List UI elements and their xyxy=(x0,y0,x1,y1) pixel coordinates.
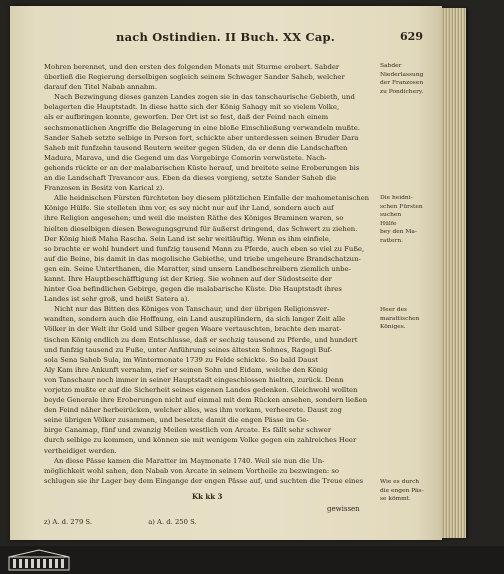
marginal-note xyxy=(380,306,440,332)
marginal-note-line: Niederlassung xyxy=(380,71,424,78)
text-line: Saheb mit funfzehn tausend Reutern weiter gegen Süden, da er denn die Landschaften xyxy=(44,143,348,152)
text-line: den Feind näher herbeirücken, welcher alles, was ihm vorkam, verheerete. Daust zog xyxy=(44,406,342,415)
running-title: nach Ostindien. II Buch. XX Cap. xyxy=(116,30,335,44)
text-line: Alle heidnischen Fürsten fürchteten bey diesem plötzlichen Einfalle der mahometanischen xyxy=(54,194,370,203)
marginal-note-line: bey den Ma- xyxy=(380,229,417,236)
marginal-note-line: der Franzosen xyxy=(380,80,424,87)
text-line: tischen König endlich zu dem Entschlusse, daß er sechzig tausend zu Pferde, und hundert xyxy=(44,335,358,344)
marginal-note-line: Heer des xyxy=(380,307,408,313)
text-line: als er aufbringen konnte, geworfen. Der Ort ist so fest, daß der Feind nach einem xyxy=(44,113,329,122)
text-line: gehends rückte er an der malabarischen Küste herauf, und breitete seine Eroberungen bis xyxy=(44,163,360,172)
marginal-note-line: se kömmt. xyxy=(380,496,411,503)
marginal-note-line: die engen Päs- xyxy=(380,487,424,494)
text-line: von Tanschaur noch immer in seiner Hauptstadt eingeschlossen hielten, zurück. Denn xyxy=(44,375,344,384)
viewer-footer xyxy=(0,546,504,574)
text-line: Nach Bezwingung dieses ganzen Landes zogen sie in das tanschaurische Gebieth, und xyxy=(54,93,355,102)
marginal-note-line: Wie es durch xyxy=(380,479,420,485)
text-line: beyde Generale ihre Eroberungen nicht auf einmal mit dem Rücken ansehen, sondern ließen xyxy=(44,396,368,405)
footnote: z) A. d. 279 S. xyxy=(44,518,93,526)
text-line: An diese Pässe kamen die Maratter im Maymonate 1740. Weil sie nun die Un- xyxy=(54,456,325,465)
text-line: Mohren berennet, und den ersten des folgenden Monats mit Sturme erobert. Sabder xyxy=(44,63,340,71)
text-line: und funfzig tausend zu Fuße, unter Anführung seines ältesten Sohnes, Ragogi Buf- xyxy=(44,345,333,354)
text-line: wandten, sondern auch die Hoffnung, ein Land auszuplündern, da sich langer Zeit alle xyxy=(44,315,346,324)
text-line: Könige Hülfe. Sie stelleten ihm vor, es sey nicht nur auf ihr Land, sondern auch auf xyxy=(44,204,334,213)
text-line: Aly Kam ihre Ankunft vernahm, rief er seinen Sohn und Eidam, welche den König xyxy=(44,365,328,374)
footnotes xyxy=(44,518,374,526)
marginal-note-line: rattern. xyxy=(380,237,404,244)
marginal-note-line: Sabder xyxy=(380,63,402,69)
marginal-note xyxy=(380,478,440,504)
text-line: Landes ist sehr groß, und heißt Satera a). xyxy=(44,295,190,304)
main-text xyxy=(44,62,370,486)
text-line: kannt. Ihre Hauptbeschäfftigung ist der Krieg. Sie wohnen auf der Südostseite der xyxy=(44,274,332,283)
text-line: darauf den Titel Nabab annahm. xyxy=(44,83,157,92)
text-line: Franzosen in Besitz von Karical z). xyxy=(44,184,165,193)
text-line: Madura, Marava, und die Gegend um das Vorgebirge Comorin verwüstete. Nach- xyxy=(44,153,327,162)
text-line: hinter Goa befindlichen Gebirge, gegen die malabarische Küste. Die Hauptstadt ihres xyxy=(44,285,342,294)
marginal-note-line: Königes. xyxy=(380,324,406,331)
catchword: gewissen xyxy=(327,505,360,513)
text-line: Sander Saheb setzte selbige in Person fort, schickte aber unterdessen seinen Bruder Dara xyxy=(44,133,359,142)
book-page xyxy=(10,6,442,540)
text-line: vorjetzo mußte er auf die Sicherheit seines eigenen Landes gedenken. Gleichwohl wollten xyxy=(44,386,358,394)
page-edges xyxy=(442,8,466,538)
text-line: belagerten die Hauptstadt. In diese hatte sich der König Sahagy mit so vielem Volke, xyxy=(44,103,340,112)
text-line: vertheidiget werden. xyxy=(44,446,117,455)
text-line: sechsmonatlichen Angriffe die Belagerung in eine bloße Einschließung verwandeln mußte. xyxy=(44,123,360,132)
signature-mark: Kk kk 3 xyxy=(192,492,223,501)
marginal-note xyxy=(380,194,440,246)
marginal-note-line: marattischen xyxy=(380,315,420,322)
marginal-note-line: schen Fürsten xyxy=(380,203,423,210)
page-number: 629 xyxy=(400,30,423,43)
text-line: sola Sena Saheb Sula, im Wintermonate 1739 zu Felde schickte. So bald Daust xyxy=(44,355,318,364)
text-line: hielten dieselbigen diesen Bewegungsgrund für äußerst dringend, das Schwert zu ziehen. xyxy=(44,224,358,233)
text-line: an die Landschaft Travancor aus. Eben da dieses vorgieng, setzte Sander Saheb die xyxy=(44,174,337,183)
text-line: überließ die Regierung derselbigen sogleich seinem Schwager Sander Saheb, welcher xyxy=(44,73,345,82)
text-line: schlugen sie ihr Lager bey dem Eingange der engen Pässe auf, und suchten die Treue eines xyxy=(44,476,364,485)
text-line: möglichkeit wohl sahen, den Nabab von Arcate in seinem Vortheile zu bezwingen: so xyxy=(44,466,340,475)
text-line: ihre Religion angesehen; und weil die meisten Räthe des Königes Braminen waren, so xyxy=(44,214,344,223)
text-line: so brachte er wohl hundert und funfzig tausend Mann zu Pferde, auch eben so viel zu Fuße, xyxy=(44,244,365,253)
footnote: a) A. d. 250 S. xyxy=(148,518,197,526)
marginal-note-line: Hülfe xyxy=(380,220,397,227)
text-line: Völker in der Welt ihr Gold und Silber gegen Waare vertauschten, brachte den marat- xyxy=(44,325,342,334)
page-header xyxy=(28,30,423,46)
text-line: seine übrigen Völker zusammen, und besetzte damit die engen Pässe im Ge- xyxy=(44,416,309,425)
marginal-note-line: Die heidni- xyxy=(380,195,413,201)
text-line: Nicht nur das Bitten des Königes von Tanschaur, und der übrigen Religionsver- xyxy=(54,305,330,314)
marginal-note-line: zu Pondichery. xyxy=(380,88,424,95)
text-line: durch selbige zu kommen, und können sie mit wenigem Volke gegen ein zahlreiches Heer xyxy=(44,436,357,445)
text-line: Der König hieß Maha Rascha. Sein Land ist sehr weitläuftig. Wenn es ihm einfiele, xyxy=(44,234,331,243)
text-line: auf die Beine, bis damit in das mogolische Gebiethe, und triebe ungeheure Brandschatzun- xyxy=(44,254,361,263)
text-line: birge Canamap, fünf und zwanzig Meilen westlich von Arcate. Es fällt sehr schwer xyxy=(44,426,332,435)
marginal-note xyxy=(380,62,440,96)
text-line: gen ein. Seine Unterthanen, die Maratter, sind unsern Landbeschreibern ziemlich unbe- xyxy=(44,264,351,273)
marginal-note-line: suchen xyxy=(380,212,402,219)
library-logo-icon[interactable] xyxy=(8,549,70,571)
